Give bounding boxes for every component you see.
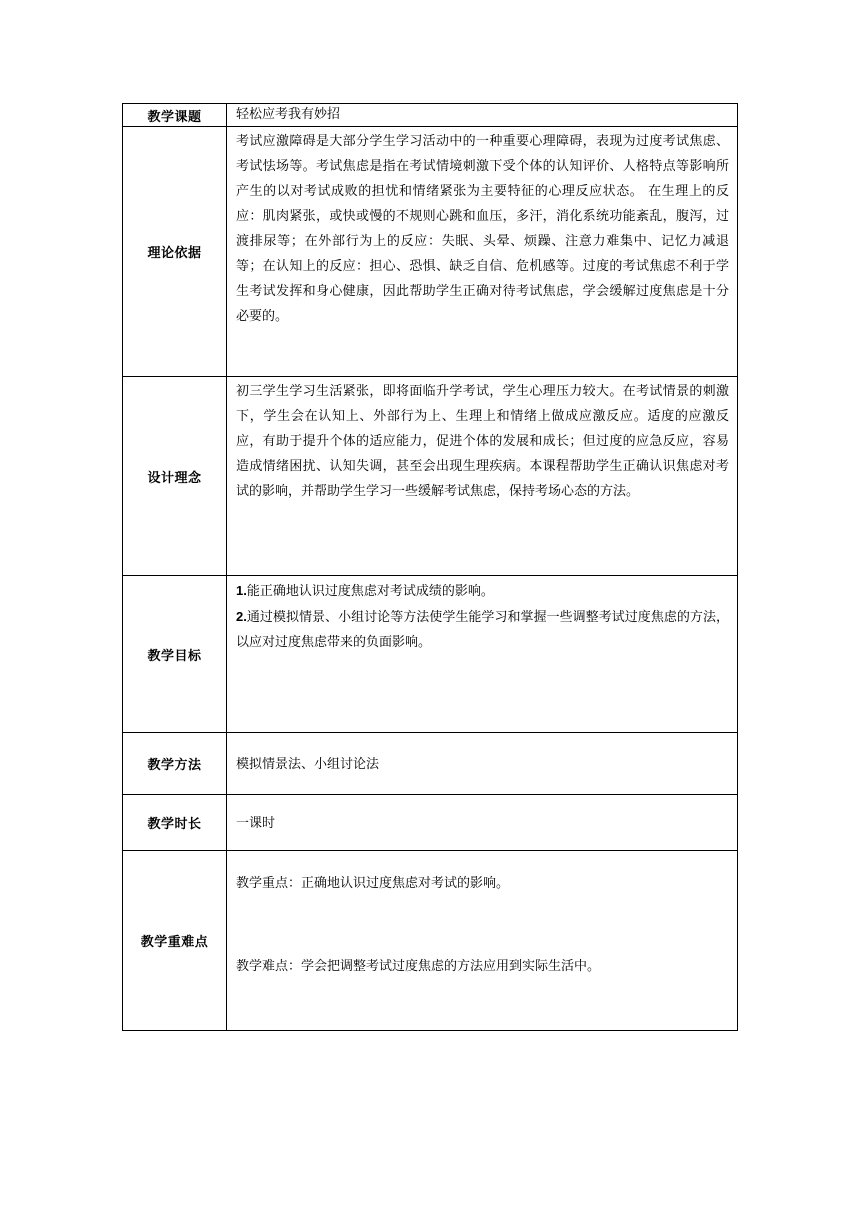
duration-label: 教学时长 — [123, 795, 227, 851]
row-method — [123, 733, 738, 795]
row-topic — [123, 104, 738, 127]
theory-text: 考试应激障碍是大部分学生学习活动中的一种重要心理障碍，表现为过度考试焦虑、考试怯场等。考试焦虑是指在考试情境刺激下受个体的认知评价、人格特点等影响所产生的以对考试成败的担忧和情绪紧张为主要特征的心理反应状态。 在生理上的反应：肌肉紧张，或快或慢的不规则心跳和血压，多汗，消化系统功能紊乱，腹泻，过渡排尿等；在外部行为上的反应：失眠、头晕、烦躁、注意力难集中、记忆力减退等；在认知上的反应：担心、恐惧、缺乏自信、危机感等。过度的考试焦虑不利于学生考试发挥和身心健康，因此帮助学生正确对待考试焦虑，学会缓解过度焦虑是十分必要的。 — [227, 127, 738, 377]
teaching-focus: 教学重点：正确地认识过度焦虑对考试的影响。 — [236, 876, 510, 891]
key-points-content — [227, 851, 738, 1031]
row-theory — [123, 127, 738, 377]
duration-value: 一课时 — [227, 795, 738, 851]
design-text: 初三学生学习生活紧张，即将面临升学考试，学生心理压力较大。在考试情景的刺激下，学生会在认知上、外部行为上、生理上和情绪上做成应激反应。适度的应激反应，有助于提升个体的适应能力，促进个体的发展和成长；但过度的应急反应，容易造成情绪困扰、认知失调，甚至会出现生理疾病。本课程帮助学生正确认识焦虑对考试的影响，并帮助学生学习一些缓解考试焦虑，保持考场心态的方法。 — [227, 377, 738, 576]
goal-item-1-text: 能正确地认识过度焦虑对考试成绩的影响。 — [246, 584, 494, 599]
goal-item-2 — [236, 604, 729, 655]
lesson-plan-table — [122, 103, 738, 1031]
goals-label: 教学目标 — [123, 576, 227, 733]
topic-value: 轻松应考我有妙招 — [227, 104, 738, 127]
goal-item-2-text: 通过模拟情景、小组讨论等方法使学生能学习和掌握一些调整考试过度焦虑的方法，以应对过度焦虑带来的负面影响。 — [236, 610, 729, 650]
spacer — [236, 896, 729, 954]
design-label: 设计理念 — [123, 377, 227, 576]
goal-item-1 — [236, 578, 729, 604]
theory-label: 理论依据 — [123, 127, 227, 377]
goals-list — [227, 576, 738, 733]
topic-label: 教学课题 — [123, 104, 227, 127]
goal-item-1-number: 1. — [236, 583, 247, 598]
goal-item-2-number: 2. — [236, 609, 247, 624]
row-key-points — [123, 851, 738, 1031]
teaching-difficulty: 教学难点：学会把调整考试过度焦虑的方法应用到实际生活中。 — [236, 959, 601, 974]
row-design — [123, 377, 738, 576]
key-points-label: 教学重难点 — [123, 851, 227, 1031]
method-value: 模拟情景法、小组讨论法 — [227, 733, 738, 795]
method-label: 教学方法 — [123, 733, 227, 795]
row-duration — [123, 795, 738, 851]
row-goals — [123, 576, 738, 733]
